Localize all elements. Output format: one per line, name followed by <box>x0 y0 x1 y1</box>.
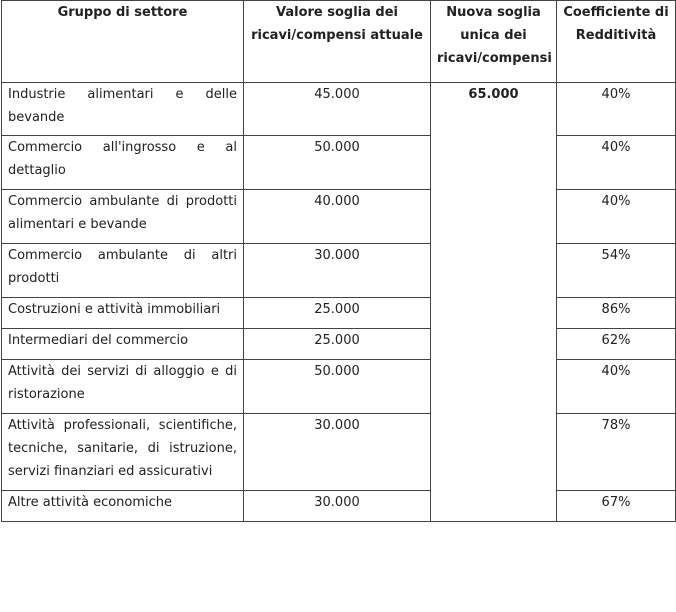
threshold-cell: 30.000 <box>244 244 431 298</box>
coefficient-cell: 62% <box>557 329 676 360</box>
table-row <box>2 360 676 414</box>
table-row <box>2 298 676 329</box>
sector-cell: Attività dei servizi di alloggio e di ristorazione <box>2 360 244 414</box>
sector-cell: Costruzioni e attività immobiliari <box>2 298 244 329</box>
table-row <box>2 329 676 360</box>
sector-cell: Attività professionali, scientifiche, tecniche, sanitarie, di istruzione, servizi finanziari ed assicurativi <box>2 414 244 491</box>
threshold-cell: 25.000 <box>244 329 431 360</box>
coefficient-cell: 86% <box>557 298 676 329</box>
table-row <box>2 83 676 136</box>
threshold-cell: 50.000 <box>244 136 431 190</box>
threshold-cell: 40.000 <box>244 190 431 244</box>
coefficient-cell: 67% <box>557 491 676 522</box>
threshold-cell: 45.000 <box>244 83 431 136</box>
table-row <box>2 244 676 298</box>
table-row <box>2 136 676 190</box>
coefficient-cell: 40% <box>557 190 676 244</box>
coefficient-cell: 78% <box>557 414 676 491</box>
new-threshold-cell: 65.000 <box>431 83 557 522</box>
header-new-threshold: Nuova soglia unica dei ricavi/compensi <box>431 1 557 83</box>
sector-cell: Commercio ambulante di altri prodotti <box>2 244 244 298</box>
coefficient-cell: 40% <box>557 136 676 190</box>
header-coefficient: Coefficiente di Redditività <box>557 1 676 83</box>
coefficient-cell: 40% <box>557 83 676 136</box>
header-row <box>2 1 676 83</box>
sector-cell: Intermediari del commercio <box>2 329 244 360</box>
threshold-cell: 30.000 <box>244 414 431 491</box>
table-row <box>2 414 676 491</box>
sector-cell: Industrie alimentari e delle bevande <box>2 83 244 136</box>
coefficient-cell: 40% <box>557 360 676 414</box>
sector-cell: Altre attività economiche <box>2 491 244 522</box>
threshold-cell: 50.000 <box>244 360 431 414</box>
thresholds-table <box>1 0 676 522</box>
header-current-threshold: Valore soglia dei ricavi/compensi attuale <box>244 1 431 83</box>
sector-cell: Commercio ambulante di prodotti alimentari e bevande <box>2 190 244 244</box>
threshold-cell: 25.000 <box>244 298 431 329</box>
header-sector-group: Gruppo di settore <box>2 1 244 83</box>
sector-cell: Commercio all'ingrosso e al dettaglio <box>2 136 244 190</box>
table-row <box>2 491 676 522</box>
threshold-cell: 30.000 <box>244 491 431 522</box>
coefficient-cell: 54% <box>557 244 676 298</box>
table-row <box>2 190 676 244</box>
